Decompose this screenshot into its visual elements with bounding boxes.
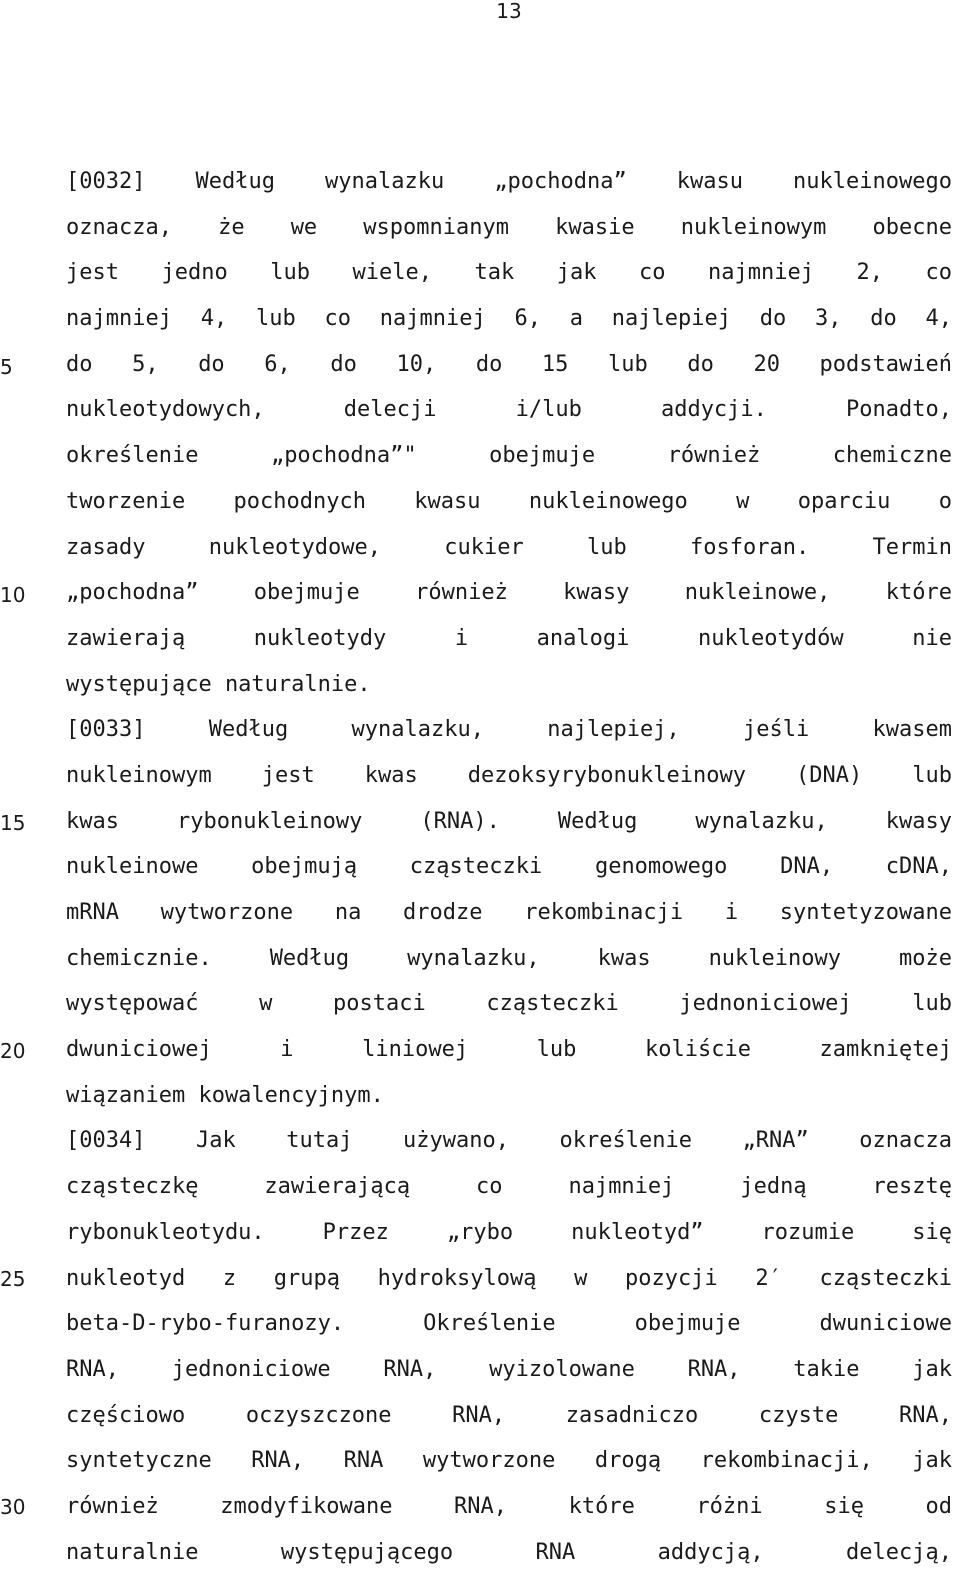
line-number-15: 15 xyxy=(0,811,26,835)
text-line: nukleinowym jest kwas dezoksyrybonukleinowy (DNA) lub xyxy=(66,762,952,788)
line-number-10: 10 xyxy=(0,583,26,607)
text-line: [0033] Według wynalazku, najlepiej, jeśli kwasem xyxy=(66,717,952,743)
text-line: „pochodna” obejmuje również kwasy nukleinowe, które xyxy=(66,580,952,606)
text-line: RNA, jednoniciowe RNA, wyizolowane RNA, takie jak xyxy=(66,1356,952,1382)
text-line: dwuniciowej i liniowej lub koliście zamkniętej xyxy=(66,1037,952,1063)
text-line: mRNA wytworzone na drodze rekombinacji i syntetyzowane xyxy=(66,900,952,925)
text-line: zasady nukleotydowe, cukier lub fosforan. Termin xyxy=(66,534,952,560)
text-line: rybonukleotydu. Przez „rybo nukleotyd” rozumie się xyxy=(66,1219,952,1245)
text-line: jest jedno lub wiele, tak jak co najmniej 2, co xyxy=(66,260,952,286)
text-line: wiązaniem kowalencyjnym. xyxy=(66,1082,384,1108)
text-line: do 5, do 6, do 10, do 15 lub do 20 podstawień xyxy=(66,351,952,377)
text-line: tworzenie pochodnych kwasu nukleinowego w oparciu o xyxy=(66,488,952,514)
text-line: beta-D-rybo-furanozy. Określenie obejmuje dwuniciowe xyxy=(66,1311,952,1337)
text-line: oznacza, że we wspomnianym kwasie nukleinowym obecne xyxy=(66,214,952,240)
line-number-gutter xyxy=(0,0,40,1578)
text-line: [0034] Jak tutaj używano, określenie „RNA” oznacza xyxy=(66,1128,952,1154)
line-number-5: 5 xyxy=(0,355,13,379)
document-body xyxy=(66,159,952,1575)
text-line: naturalnie występującego RNA addycją, delecją, xyxy=(66,1539,952,1565)
text-line: określenie „pochodna”" obejmuje również chemiczne xyxy=(66,443,952,469)
text-line: częściowo oczyszczone RNA, zasadniczo czyste RNA, xyxy=(66,1402,952,1428)
text-line: chemicznie. Według wynalazku, kwas nukleinowy może xyxy=(66,945,952,971)
line-number-25: 25 xyxy=(0,1267,26,1291)
text-line: również zmodyfikowane RNA, które różni się od xyxy=(66,1493,952,1519)
text-line: syntetyczne RNA, RNA wytworzone drogą rekombinacji, jak xyxy=(66,1448,952,1474)
text-line: [0032] Według wynalazku „pochodna” kwasu nukleinowego xyxy=(66,169,952,194)
text-line: nukleotydowych, delecji i/lub addycji. Ponadto, xyxy=(66,397,952,423)
text-line: występować w postaci cząsteczki jednoniciowej lub xyxy=(66,991,952,1017)
line-number-30: 30 xyxy=(0,1495,26,1519)
line-number-20: 20 xyxy=(0,1039,26,1063)
text-line: cząsteczkę zawierającą co najmniej jedną resztę xyxy=(66,1174,952,1200)
text-line: najmniej 4, lub co najmniej 6, a najlepiej do 3, do 4, xyxy=(66,306,952,332)
text-line: występujące naturalnie. xyxy=(66,671,371,697)
text-line: kwas rybonukleinowy (RNA). Według wynalazku, kwasy xyxy=(66,808,952,834)
page-number: 13 xyxy=(496,0,522,23)
text-line: nukleinowe obejmują cząsteczki genomowego DNA, cDNA, xyxy=(66,854,952,880)
text-line: nukleotyd z grupą hydroksylową w pozycji 2′ cząsteczki xyxy=(66,1265,952,1291)
text-line: zawierają nukleotydy i analogi nukleotydów nie xyxy=(66,625,952,651)
